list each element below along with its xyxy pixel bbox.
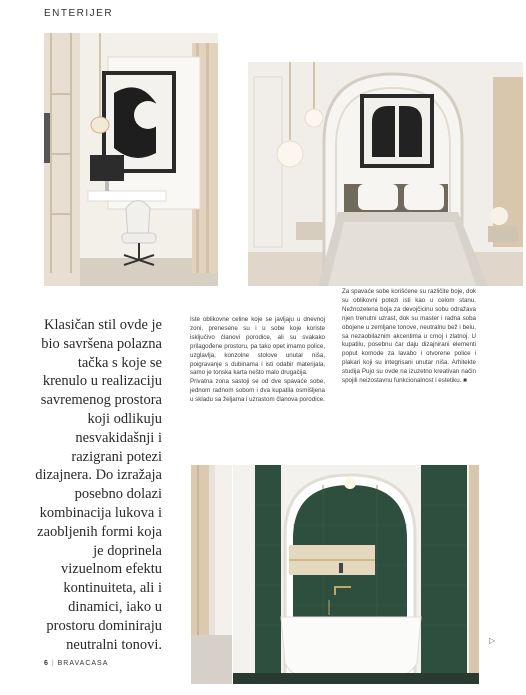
bedroom-photo <box>248 62 523 286</box>
end-mark: ■ <box>463 377 467 385</box>
body-column-2 <box>342 288 476 386</box>
pull-quote: Klasičan stil ovde je bio savršena polazna tačka s koje se krenulo u realizaciju savremenog prostora koji odlikuju nesvakidašnji i razigrani potezi dizajnera. Do izražaja posebno dolazi kombinacija lukova i zaobljenih formi koja je doprinela vizuelnom efektu kontinuiteta, ali i dinamici, iako u prostoru dominiraju neutralni tonovi. <box>35 317 162 653</box>
body-paragraph: Privatna zona sastoji se od dve spavaće sobe, jednom radnom sobom i dva kupatila osmišljena u skladu sa željama i uzrastom članova porodice. <box>190 378 325 404</box>
bathroom-photo <box>233 465 479 684</box>
study-room-photo <box>44 33 218 286</box>
bathroom-detail-photo <box>191 465 232 684</box>
page-number: 6 <box>44 660 49 667</box>
next-page-arrow-icon[interactable]: ▷ <box>489 636 496 645</box>
section-label: ENTERIJER <box>44 8 114 19</box>
magazine-name: BRAVACASA <box>57 660 109 667</box>
body-column-1 <box>190 316 325 405</box>
footer-separator: | <box>51 660 55 667</box>
page-footer <box>44 660 108 667</box>
body-paragraph: Iste oblikovne celine koje se javljaju u dnevnoj zoni, prenesene su i u sobe koje koriste isključivo članovi porodice, ali su svakako prilagođene prostoru, pa tako opet imamo police, uzglavlja, konzolne stolove unutar niša, poigravanje s dubinama i isti odabir materijala, samo je tonska karta nešto malo drugačija. <box>190 316 325 377</box>
body-paragraph: Za spavaće sobe korišćene su različite boje, dok su oblikovni potezi isti kao u celom stanu. Nežnozelena boja za devojčicinu sobu odražava njen trenutni uzrast, dok su master i radna soba obojene u zemljane tonove, neutralnu bež i belu, sa nezaobilaznim akcentima u crnoj i zlatnoj. U kupatilu, posebnu čar daju dizajnirani elementi poput komode za lavabo i otvorene police i plakari koji su integrisani unutar niša. Arhitekte studija Pujo su ovde na izuzetno kreativan način spojili neizostavnu funkcionalnost i estetiku. <box>342 288 476 385</box>
